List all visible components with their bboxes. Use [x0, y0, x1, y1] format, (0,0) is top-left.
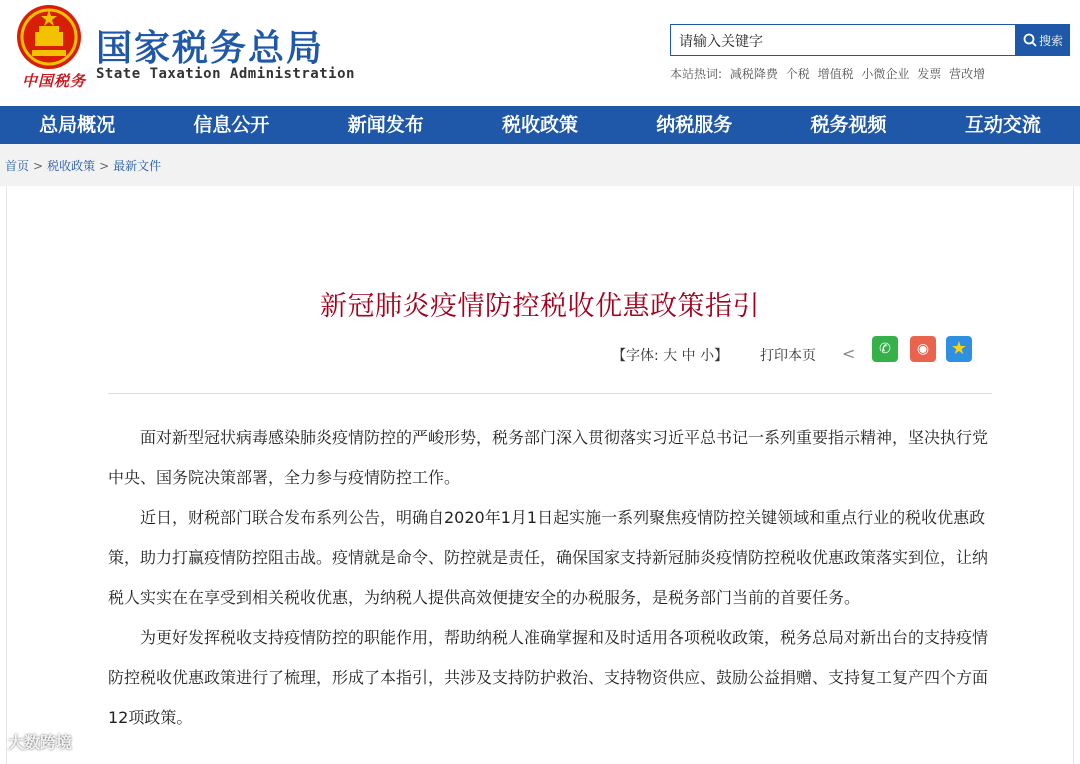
- article-tools: [612, 336, 992, 370]
- breadcrumb-separator: >: [99, 159, 110, 173]
- hot-word[interactable]: 发票: [917, 67, 942, 81]
- watermark: 大数跨境: [8, 733, 73, 752]
- qzone-icon[interactable]: ★: [946, 336, 972, 362]
- nav-item-tax-policy[interactable]: 税收政策: [501, 114, 578, 136]
- share-icon[interactable]: <: [842, 344, 856, 363]
- logo-script-text: 中国税务: [22, 72, 87, 90]
- article-paragraph: 为更好发挥税收支持疫情防控的职能作用，帮助纳税人准确掌握和及时适用各项税收政策，税务总局对新出台的支持疫情防控税收优惠政策进行了梳理，形成了本指引，共涉及支持防护救治、支持物资供应、鼓励公益捐赠、支持复工复产四个方面12项政策。: [108, 628, 989, 727]
- article-paragraph: 近日，财税部门联合发布系列公告，明确自2020年1月1日起实施一系列聚焦疫情防控关键领域和重点行业的税收优惠政策，助力打赢疫情防控阻击战。疫情就是命令、防控就是责任，确保国家支持新冠肺炎疫情防控税收优惠政策落实到位，让纳税人实实在在享受到相关税收优惠，为纳税人提供高效便捷安全的办税服务，是税务部门当前的首要任务。: [108, 508, 989, 607]
- main-nav: [0, 106, 1080, 144]
- breadcrumb-tax-policy[interactable]: 税收政策: [47, 159, 96, 173]
- article-title: 新冠肺炎疫情防控税收优惠政策指引: [320, 291, 760, 322]
- breadcrumb-latest[interactable]: 最新文件: [113, 159, 162, 173]
- hot-word[interactable]: 营改增: [949, 67, 986, 81]
- wechat-icon[interactable]: ✆: [872, 336, 898, 362]
- hot-words: [670, 65, 989, 82]
- search-icon: [1023, 33, 1037, 47]
- breadcrumb: [0, 144, 1080, 186]
- print-button[interactable]: 打印本页: [760, 348, 816, 364]
- search-button-label: 搜索: [1038, 33, 1063, 48]
- font-size-selector[interactable]: 【字体: 大 中 小】: [612, 348, 729, 364]
- site-header: [0, 0, 1080, 106]
- article-paragraph: 面对新型冠状病毒感染肺炎疫情防控的严峻形势，税务部门深入贯彻落实习近平总书记一系列重要指示精神，坚决执行党中央、国务院决策部署，全力参与疫情防控工作。: [108, 428, 989, 487]
- hot-word[interactable]: 小微企业: [861, 67, 910, 81]
- weibo-icon[interactable]: ◉: [910, 336, 936, 362]
- hot-word[interactable]: 减税降费: [729, 67, 778, 81]
- nav-item-video[interactable]: 税务视频: [810, 114, 887, 136]
- hot-words-label: 本站热词:: [670, 67, 723, 81]
- article-body: [108, 418, 996, 738]
- nav-item-info-disclosure[interactable]: 信息公开: [193, 114, 270, 136]
- nav-item-interaction[interactable]: 互动交流: [964, 114, 1041, 136]
- site-title-cn[interactable]: 国家税务总局: [96, 28, 325, 69]
- nav-item-overview[interactable]: 总局概况: [39, 114, 116, 136]
- title-divider: [108, 393, 992, 394]
- site-title-en: State Taxation Administration: [96, 66, 355, 82]
- hot-word[interactable]: 个税: [785, 67, 810, 81]
- breadcrumb-home[interactable]: 首页: [5, 159, 30, 173]
- search-input[interactable]: 请输入关键字: [670, 24, 1016, 56]
- search-button[interactable]: [1016, 24, 1070, 56]
- nav-item-taxpayer-service[interactable]: 纳税服务: [656, 114, 733, 136]
- breadcrumb-separator: >: [33, 159, 44, 173]
- hot-word[interactable]: 增值税: [817, 67, 854, 81]
- national-emblem-logo[interactable]: [14, 2, 84, 72]
- nav-item-news[interactable]: 新闻发布: [347, 114, 424, 136]
